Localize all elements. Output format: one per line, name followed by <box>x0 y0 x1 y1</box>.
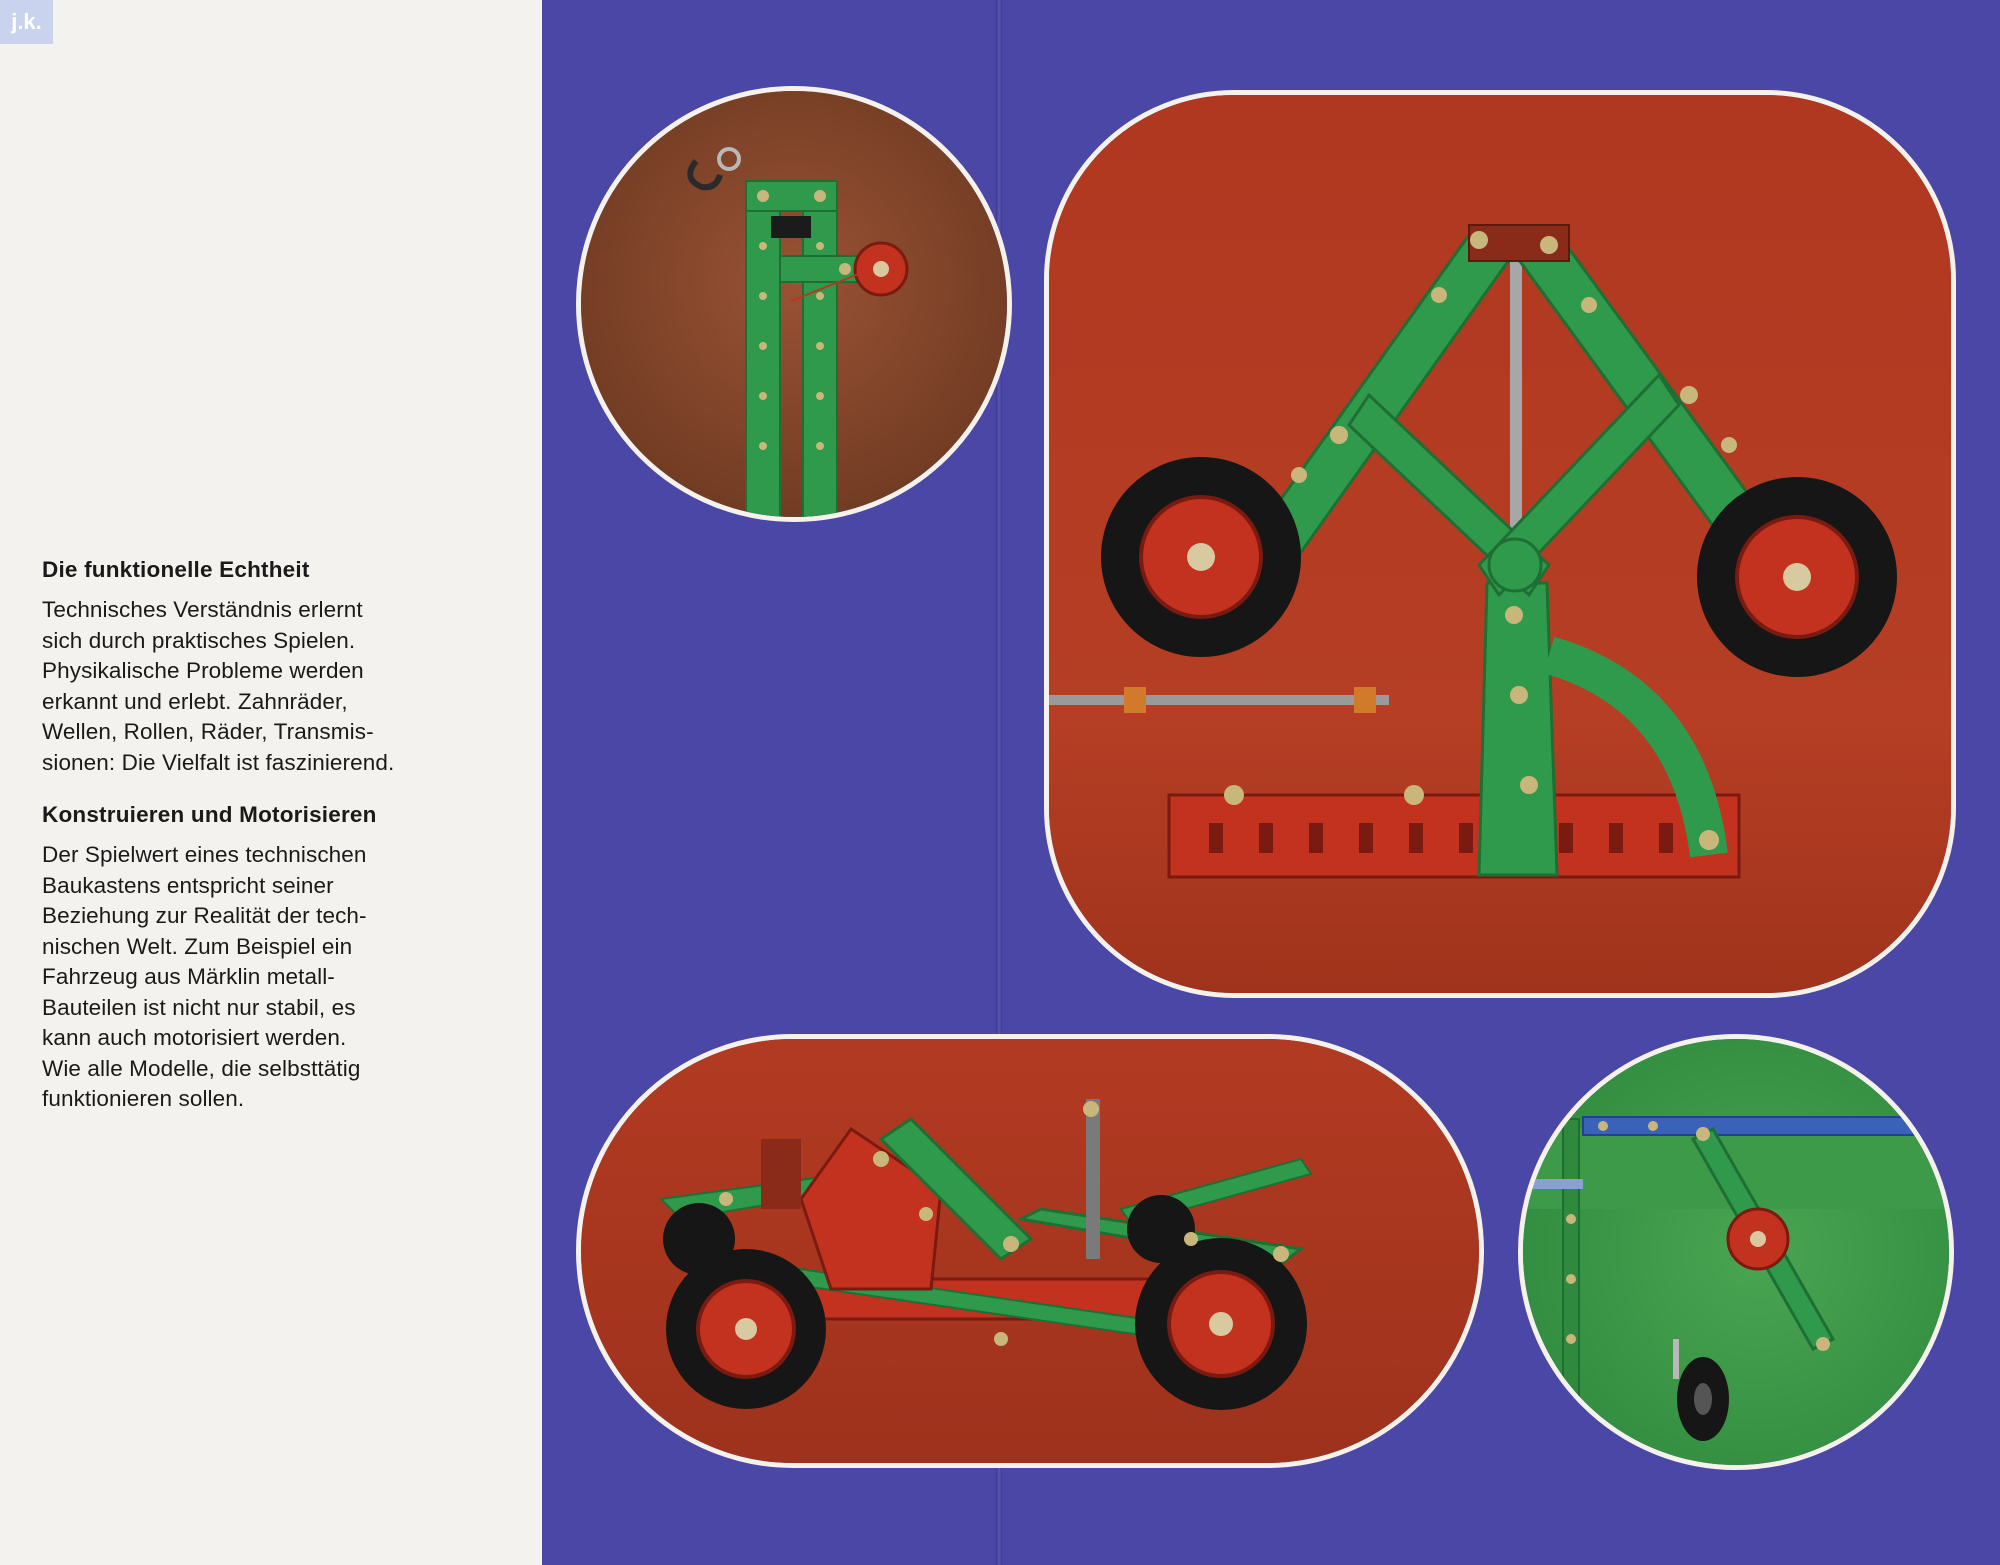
photo-swing-model <box>1044 90 1956 998</box>
heading-functional-authenticity: Die funktionelle Echtheit <box>42 557 310 582</box>
photo-crane-hook <box>576 86 1012 522</box>
swing-model-image <box>1049 95 1951 993</box>
photo-car-model <box>576 1034 1484 1468</box>
green-frame-image <box>1523 1039 1949 1465</box>
text-column <box>42 555 502 1137</box>
paragraph-construct-motorize: Der Spielwert eines technischen Baukastens entspricht seiner Beziehung zur Realität der tech- nischen Welt. Zum Beispiel ein Fahrzeug aus Märklin metall- Bauteilen ist nicht nur stabil, es kann auch motorisiert werden. Wie alle Modelle, die selbsttätig funktionieren sollen. <box>42 842 367 1111</box>
left-page <box>0 0 542 1565</box>
watermark-badge: j.k. <box>0 0 53 44</box>
heading-construct-motorize: Konstruieren und Motorisieren <box>42 802 377 827</box>
paragraph-functional-authenticity: Technisches Verständnis erlernt sich durch praktisches Spielen. Physikalische Probleme werden erkannt und erlebt. Zahnräder, Wellen, Rollen, Räder, Transmis- sionen: Die Vielfalt ist faszinierend. <box>42 597 395 775</box>
crane-hook-image <box>581 91 1007 517</box>
car-model-image <box>581 1039 1479 1463</box>
photo-green-frame <box>1518 1034 1954 1470</box>
